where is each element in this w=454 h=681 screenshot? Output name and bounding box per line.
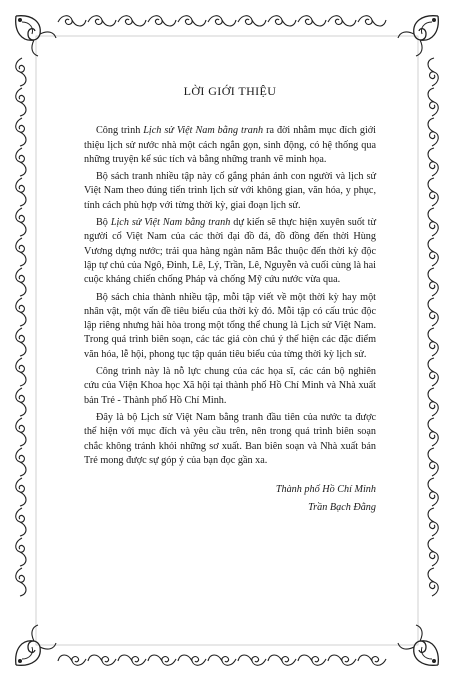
- page-title: LỜI GIỚI THIỆU: [183, 84, 277, 98]
- paragraph-3-rest: dự kiến sẽ thực hiện xuyên suốt từ người cổ Việt Nam của các thời đại đồ đá, đồ đồng đến thời Hùng Vương dựng nước; trải qua hàng ngàn năm Bắc thuộc đến thời kỳ độc lập tự chủ của Ngô, Đinh, Lê, Lý, Trần, Lê, Nguyễn và cuối cùng là hai cuộc kháng chiến chống Pháp và chống Mỹ cứu nước vừa qua.: [84, 217, 376, 286]
- signature-author: Trần Bạch Đằng: [308, 502, 376, 514]
- paragraph-1-start: Công trình: [96, 125, 144, 137]
- signature-place: Thành phố Hồ Chí Minh: [275, 484, 376, 496]
- paragraph-5: Công trình này là nỗ lực chung của các họa sĩ, các cán bộ nghiên cứu của Viện Khoa học Xã hội tại thành phố Hồ Chí Minh và Nhà xuất bản Trẻ - Thành phố Hồ Chí Minh.: [84, 366, 376, 406]
- paragraph-1-rest: ra đời nhằm mục đích giới thiệu lịch sử nước nhà một cách ngắn gọn, sinh động, có hệ thống qua những truyện kể súc tích và bằng những tranh vẽ minh họa.: [84, 125, 376, 165]
- paragraph-3-start: Bộ: [96, 217, 111, 229]
- paragraph-3: [84, 216, 376, 287]
- paragraph-6: Đây là bộ Lịch sử Việt Nam bằng tranh đầu tiên của nước ta được thể hiện với mục đích và yêu cầu trên, nên trong quá trình biên soạn chắc không tránh khỏi những sơ xuất. Ban biên soạn và Nhà xuất bản Trẻ mong được sự góp ý của bạn đọc gần xa.: [84, 411, 376, 466]
- paragraph-4: Bộ sách chia thành nhiều tập, mỗi tập viết về một thời kỳ hay một nhân vật, một vấn đề tiêu biểu của thời kỳ đó. Mỗi tập có cấu trúc độc lập riêng nhưng hài hòa trong một tổng thể chung là Lịch sử Việt Nam. Trong quá trình biên soạn, các tác giả còn chú ý thể hiện các đặc điểm văn hóa, lễ hội, phong tục tập quán tiêu biểu của từng thời kỳ lịch sử.: [84, 291, 376, 360]
- signature-block: [84, 482, 376, 515]
- book-title-italic: Lịch sử Việt Nam bằng tranh: [110, 217, 231, 229]
- paragraph-2: Bộ sách tranh nhiều tập này cố gắng phản ánh con người và lịch sử Việt Nam theo đúng tiến trình lịch sử với không gian, văn hóa, y phục, tính cách phù hợp với từng thời kỳ, giai đoạn lịch sử.: [84, 171, 376, 211]
- preface-text: [84, 84, 376, 515]
- book-title-italic: Lịch sử Việt Nam bằng tranh: [143, 125, 264, 137]
- paragraph-1: [84, 124, 376, 167]
